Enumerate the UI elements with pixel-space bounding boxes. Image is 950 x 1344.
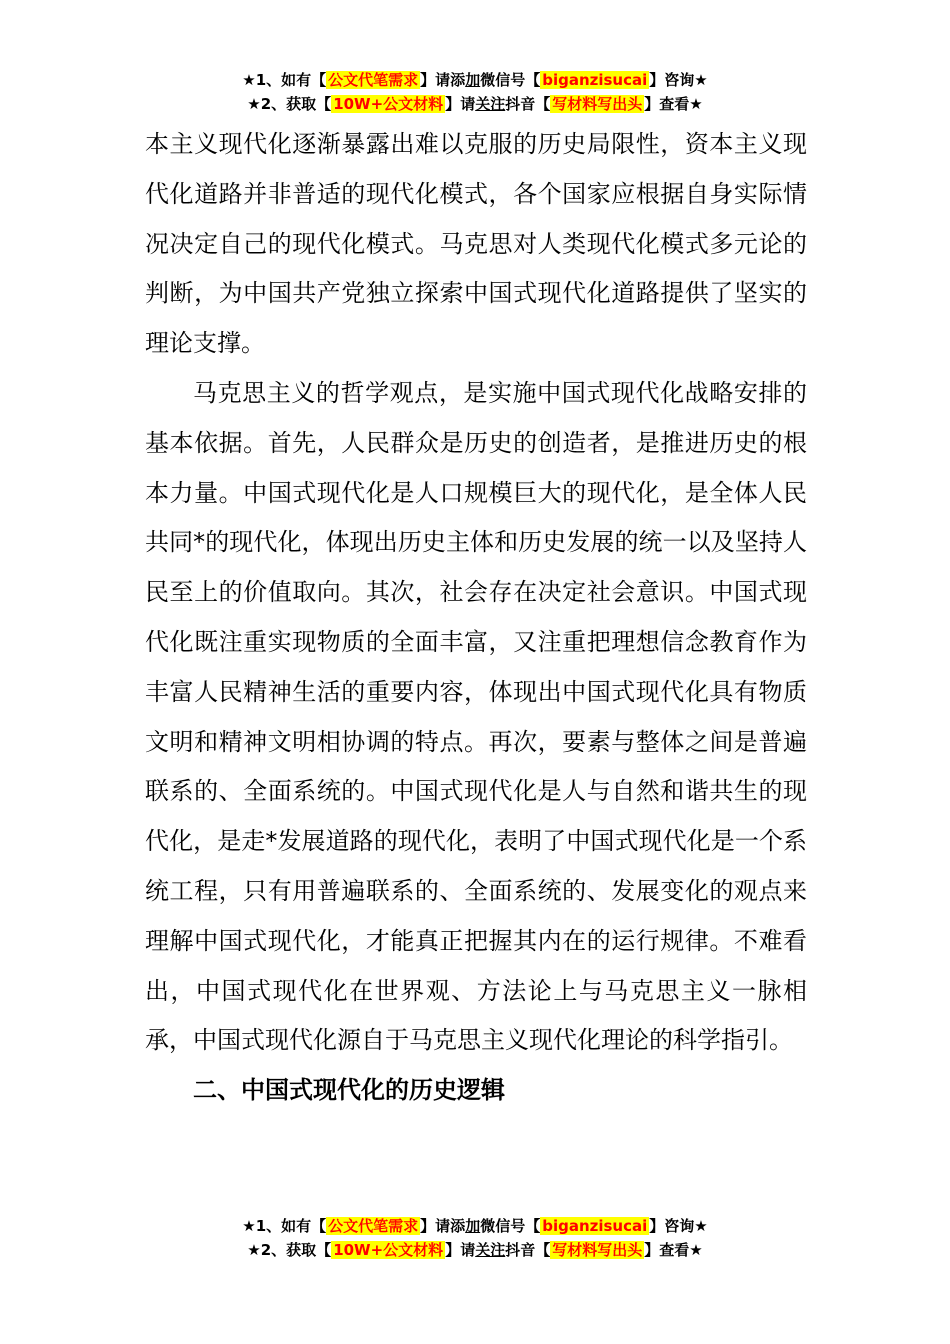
section-heading: 二、中国式现代化的历史逻辑	[193, 1076, 505, 1105]
banner-highlight: biganzisucai	[542, 1217, 648, 1235]
footer-banner	[0, 1214, 950, 1262]
header-banner	[0, 68, 950, 116]
banner-highlight: 写材料写出头	[552, 1241, 643, 1259]
banner-line-1: ★1、如有【 公文代笔需求 】请添加微信号【 biganzisucai 】咨询★	[242, 1217, 708, 1235]
banner-highlight: 公文代笔需求	[328, 1217, 419, 1235]
banner-line-1: ★1、如有【 公文代笔需求 】请添加微信号【 biganzisucai 】咨询★	[242, 71, 708, 89]
banner-highlight: 10W+公文材料	[333, 1241, 444, 1259]
banner-line-2: ★2、获取【 10W+公文材料 】请关注抖音【 写材料写出头 】查看★	[247, 95, 703, 113]
paragraph-continuation: 本主义现代化逐渐暴露出难以克服的历史局限性，资本主义现代化道路并非普适的现代化模式，各个国家应根据自身实际情况决定自己的现代化模式。马克思对人类现代化模式多元论的判断，为中国共产党独立探索中国式现代化道路提供了坚实的理论支撑。	[145, 130, 807, 358]
banner-highlight: 公文代笔需求	[328, 71, 419, 89]
banner-line-2: ★2、获取【 10W+公文材料 】请关注抖音【 写材料写出头 】查看★	[247, 1241, 703, 1259]
document-body	[145, 120, 807, 1116]
banner-highlight: 写材料写出头	[552, 95, 643, 113]
banner-highlight: 10W+公文材料	[333, 95, 444, 113]
banner-highlight: biganzisucai	[542, 71, 648, 89]
paragraph-philosophy: 马克思主义的哲学观点，是实施中国式现代化战略安排的基本依据。首先，人民群众是历史的创造者，是推进历史的根本力量。中国式现代化是人口规模巨大的现代化，是全体人民共同*的现代化，体现出历史主体和历史发展的统一以及坚持人民至上的价值取向。其次，社会存在决定社会意识。中国式现代化既注重实现物质的全面丰富，又注重把理想信念教育作为丰富人民精神生活的重要内容，体现出中国式现代化具有物质文明和精神文明相协调的特点。再次，要素与整体之间是普遍联系的、全面系统的。中国式现代化是人与自然和谐共生的现代化，是走*发展道路的现代化，表明了中国式现代化是一个系统工程，只有用普遍联系的、全面系统的、发展变化的观点来理解中国式现代化，才能真正把握其内在的运行规律。不难看出，中国式现代化在世界观、方法论上与马克思主义一脉相承，中国式现代化源自于马克思主义现代化理论的科学指引。	[145, 378, 807, 1055]
